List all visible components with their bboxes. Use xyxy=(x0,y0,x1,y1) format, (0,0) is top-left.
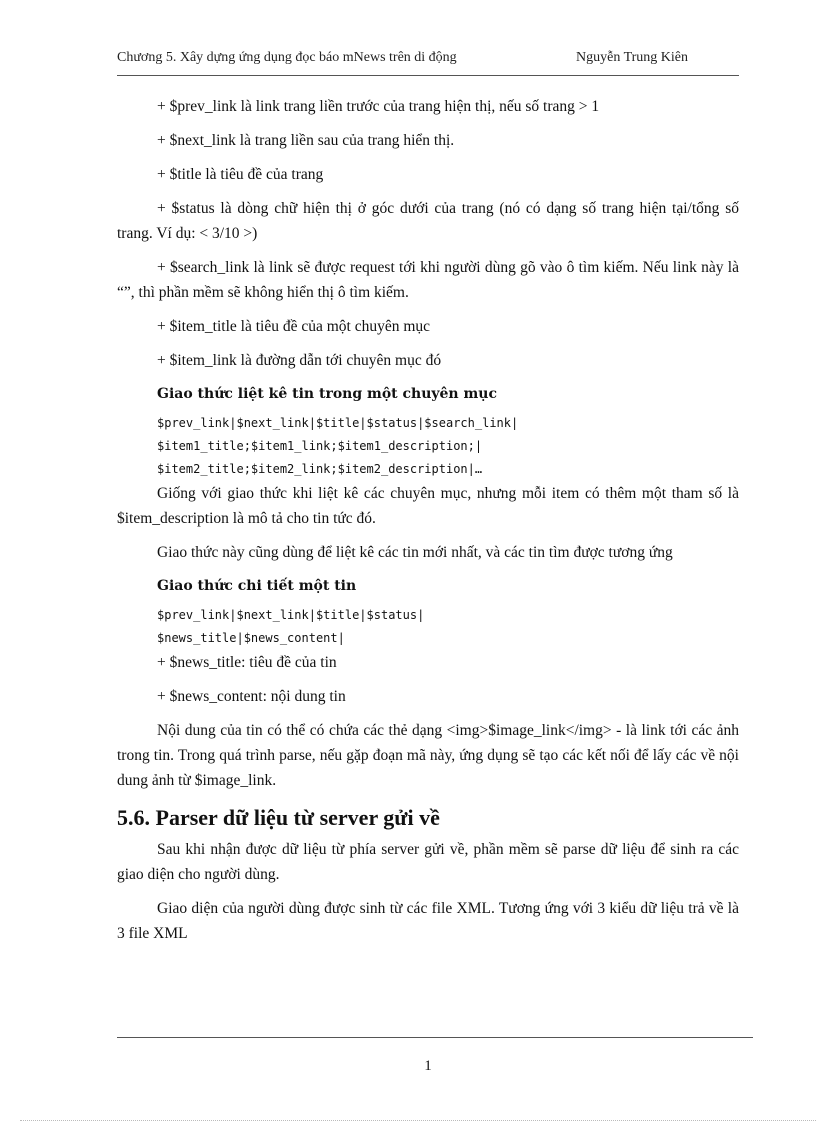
document-body xyxy=(117,94,739,955)
header-author: Nguyễn Trung Kiên xyxy=(576,50,689,65)
paragraph: + $status là dòng chữ hiện thị ở góc dưới của trang (nó có dạng số trang hiện tại/tổng số trang. Ví dụ: < 3/10 >) xyxy=(117,200,739,242)
paragraph: + $title là tiêu đề của trang xyxy=(157,166,324,183)
code-line: $prev_link|$next_link|$title|$status|$search_link| xyxy=(157,416,519,430)
code-line: $news_title|$news_content| xyxy=(157,631,345,645)
page-break-line xyxy=(20,1120,816,1121)
paragraph: + $news_content: nội dung tin xyxy=(157,688,346,705)
paragraph: + $search_link là link sẽ được request tới khi người dùng gõ vào ô tìm kiếm. Nếu link này là “”, thì phần mềm sẽ không hiển thị ô tìm kiếm. xyxy=(117,259,739,301)
code-line: $item1_title;$item1_link;$item1_description;| xyxy=(157,439,483,453)
footer-divider xyxy=(117,1037,753,1038)
page-number: 1 xyxy=(424,1058,432,1074)
paragraph: Giao diện của người dùng được sinh từ các file XML. Tương ứng với 3 kiểu dữ liệu trả về là 3 file XML xyxy=(117,900,739,942)
paragraph: Giống với giao thức khi liệt kê các chuyên mục, nhưng mỗi item có thêm một tham số là $item_description là mô tả cho tin tức đó. xyxy=(117,485,739,527)
paragraph: Giao thức này cũng dùng để liệt kê các tin mới nhất, và các tin tìm được tương ứng xyxy=(157,544,673,561)
paragraph: Nội dung của tin có thể có chứa các thẻ dạng <img>$image_link</img> - là link tới các ảnh trong tin. Trong quá trình parse, nếu gặp đoạn mã này, ứng dụng sẽ tạo các kết nối để lấy các về nội dung ảnh từ $image_link. xyxy=(117,722,739,789)
paragraph: + $item_link là đường dẫn tới chuyên mục đó xyxy=(157,352,442,369)
paragraph: Sau khi nhận được dữ liệu từ phía server gửi về, phần mềm sẽ parse dữ liệu để sinh ra các giao diện cho người dùng. xyxy=(117,841,739,883)
paragraph: + $next_link là trang liền sau của trang hiển thị. xyxy=(157,132,455,149)
paragraph: + $news_title: tiêu đề của tin xyxy=(157,654,337,671)
subheading: Giao thức chi tiết một tin xyxy=(157,578,357,594)
section-heading: 5.6. Parser dữ liệu từ server gửi về xyxy=(117,805,440,830)
code-line: $item2_title;$item2_link;$item2_description|… xyxy=(157,462,483,476)
subheading: Giao thức liệt kê tin trong một chuyên mục xyxy=(157,386,497,402)
paragraph: + $item_title là tiêu đề của một chuyên mục xyxy=(157,318,431,335)
code-line: $prev_link|$next_link|$title|$status| xyxy=(157,608,425,622)
paragraph: + $prev_link là link trang liền trước của trang hiện thị, nếu số trang > 1 xyxy=(157,98,600,115)
page-header xyxy=(117,50,739,76)
header-chapter-title: Chương 5. Xây dựng ứng dụng đọc báo mNews trên di động xyxy=(117,50,457,65)
